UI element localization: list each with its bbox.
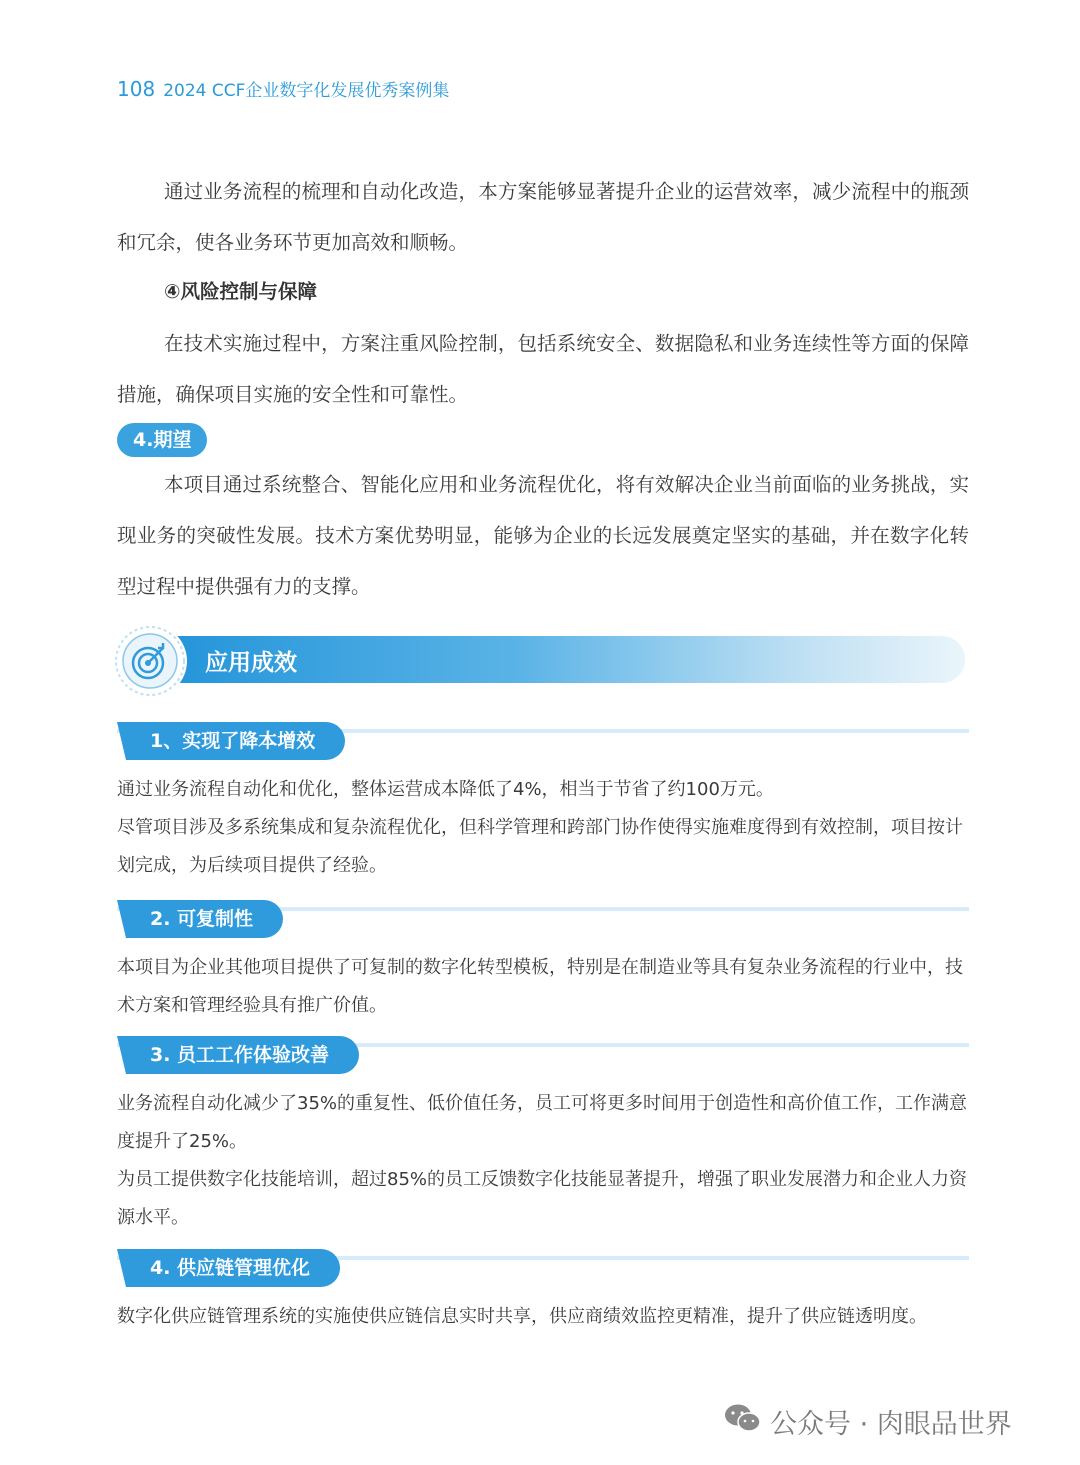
expectation-label: 4.期望: [117, 423, 207, 457]
page-header: [117, 76, 449, 101]
target-icon: [113, 624, 187, 698]
results-title: 应用成效: [205, 650, 297, 676]
watermark: [724, 1402, 1012, 1441]
section-label-replicability: 2. 可复制性: [126, 900, 283, 938]
section-label-cost: 1、实现了降本增效: [126, 722, 345, 760]
section-label-supply-chain: 4. 供应链管理优化: [126, 1249, 340, 1287]
watermark-text: 公众号 · 肉眼品世界: [770, 1409, 1012, 1440]
document-title: 2024 CCF企业数字化发展优秀案例集: [163, 81, 450, 101]
paragraph-risk: 在技术实施过程中，方案注重风险控制，包括系统安全、数据隐私和业务连续性等方面的保障措施，确保项目实施的安全性和可靠性。: [117, 332, 969, 406]
page-number: 108: [117, 77, 156, 101]
paragraph-efficiency: 通过业务流程的梳理和自动化改造，本方案能够显著提升企业的运营效率，减少流程中的瓶颈和冗余，使各业务环节更加高效和顺畅。: [117, 180, 969, 254]
section-text: 为员工提供数字化技能培训，超过85%的员工反馈数字化技能显著提升，增强了职业发展潜力和企业人力资源水平。: [117, 1169, 968, 1228]
wechat-icon: [724, 1403, 762, 1440]
section-label-employee: 3. 员工工作体验改善: [126, 1036, 359, 1074]
section-text: 数字化供应链管理系统的实施使供应链信息实时共享，供应商绩效监控更精准，提升了供应链透明度。: [117, 1306, 927, 1327]
section-text: 本项目为企业其他项目提供了可复制的数字化转型模板，特别是在制造业等具有复杂业务流程的行业中，技术方案和管理经验具有推广价值。: [117, 957, 963, 1016]
risk-heading: ④风险控制与保障: [164, 280, 318, 303]
section-text: 通过业务流程自动化和优化，整体运营成本降低了4%，相当于节省了约100万元。: [117, 779, 774, 800]
paragraph-expectation: 本项目通过系统整合、智能化应用和业务流程优化，将有效解决企业当前面临的业务挑战，实现业务的突破性发展。技术方案优势明显，能够为企业的长远发展奠定坚实的基础，并在数字化转型过程中提供强有力的支撑。: [117, 473, 969, 598]
section-text: 业务流程自动化减少了35%的重复性、低价值任务，员工可将更多时间用于创造性和高价值工作，工作满意度提升了25%。: [117, 1093, 968, 1152]
section-text: 尽管项目涉及多系统集成和复杂流程优化，但科学管理和跨部门协作使得实施难度得到有效控制，项目按计划完成，为后续项目提供了经验。: [117, 817, 963, 876]
